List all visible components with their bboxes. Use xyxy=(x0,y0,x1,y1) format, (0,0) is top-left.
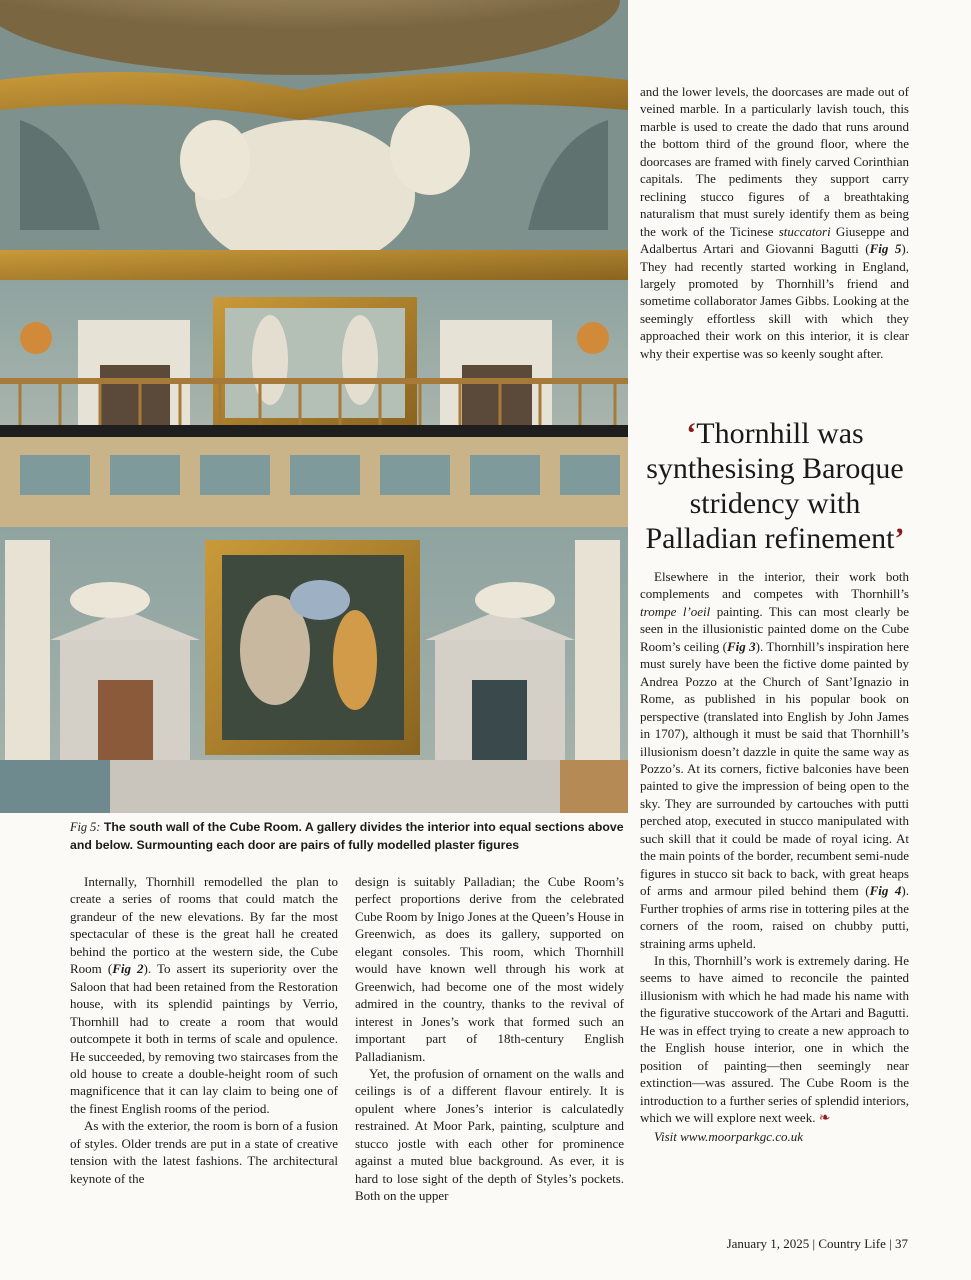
article-column-3-top xyxy=(640,83,909,362)
article-column-3-bottom xyxy=(640,568,909,1145)
pull-quote-text: Thornhill was synthesising Baroque stridency with Palladian refinement xyxy=(645,417,904,555)
paragraph: design is suitably Palladian; the Cube Room’s perfect proportions derive from the celebrated Cube Room by Inigo Jones at the Queen’s House in Greenwich, as does its gallery, supported on elegant consoles. This room, which Thornhill would have known well through his work at Greenwich, had become one of the most widely admired in the country, thanks to the revival of interest in Jones’s work that formed such an important part of 18th-century English Palladianism. xyxy=(355,874,624,1064)
article-column-1 xyxy=(70,873,338,1187)
fig-reference: Fig 3 xyxy=(726,638,756,654)
italic-term: trompe l’oeil xyxy=(640,603,711,619)
page-footer: January 1, 2025 | Country Life | 37 xyxy=(726,1236,908,1251)
figure-caption xyxy=(70,819,626,854)
paragraph: and the lower levels, the doorcases are made out of veined marble. In a particularly lavish touch, this marble is used to create the dado that runs around the bottom third of the ground floor, where the doorcases are framed with finely carved Corinthian capitals. The pediments they support carry reclining stucco figures of a breathtaking naturalism that must surely identify them as being the work of the Ticinese stuccatori Giuseppe and Adalbertus Artari and Giovanni Bagutti (Fig 5). They had recently started working in England, largely promoted by Thornhill’s friend and sometime collaborator James Gibbs. Looking at the seemingly effortless skill with which they approached their work on this interior, it is clear why their expertise was so keenly sought after. xyxy=(640,84,909,361)
fig-reference: Fig 4 xyxy=(869,883,902,899)
close-quote-mark: ’ xyxy=(894,522,905,555)
paragraph: Internally, Thornhill remodelled the plan to create a series of rooms that could match the grandeur of the new elevations. By far the most spectacular of these is the great hall he created behind the portico at the western side, the Cube Room (Fig 2). To assert its superiority over the Saloon that had been retained from the Restoration house, with its splendid paintings by Verrio, Thornhill had to create a room that would outcompete it both in terms of scale and opulence. He succeeded, by removing two staircases from the old house to create a double-height room of such magnificence that it can lay claim to being one of the finest English rooms of the period. xyxy=(70,874,338,1116)
paragraph: In this, Thornhill’s work is extremely daring. He seems to have aimed to reconcile the painted illusionism with which he had made his name with the figurative stuccowork of the Artari and Bagutti. He was in effect trying to create a new approach to the English house interior, one in which the position of painting—then seemingly near extinction—was assured. The Cube Room is the introduction to a further series of splendid interiors, which we will explore next week. ❧ xyxy=(640,952,909,1127)
pull-quote xyxy=(636,416,914,556)
open-quote-mark: ‘ xyxy=(686,417,697,450)
paragraph: As with the exterior, the room is born of a fusion of styles. Older trends are put in a state of creative tension with the latest fashions. The architectural keynote of the xyxy=(70,1118,339,1186)
caption-fig-label: Fig 5: xyxy=(70,820,101,834)
article-column-2 xyxy=(355,873,624,1205)
paragraph: Elsewhere in the interior, their work both complements and competes with Thornhill’s trompe l’oeil painting. This can most clearly be seen in the illusionistic painted dome on the Cube Room’s ceiling (Fig 3). Thornhill’s inspiration here must surely have been the fictive dome painted by Andrea Pozzo at the Church of Sant’Ignazio in Rome, as published in his popular book on perspective (translated into English by John James in 1707), although it must be said that Thornhill’s illusionism doesn’t dazzle in quite the same way as Pozzo’s. At its corners, fictive balconies have been painted to give the impression of being open to the sky. They are surrounded by cartouches with putti perched atop, executed in stucco manipulated with such skill that it could be made of royal icing. At the main points of the border, recumbent semi-nude figures in stucco sit back to back, with great heaps of arms and armour piled behind them (Fig 4). Further trophies of arms rise in tottering piles at the corners of the room, raised on chubby putti, straining arms upheld. xyxy=(640,569,909,951)
visit-link[interactable]: Visit www.moorparkgc.co.uk xyxy=(654,1128,804,1144)
end-mark-icon: ❧ xyxy=(818,1111,831,1127)
fig-reference: Fig 2 xyxy=(112,961,144,977)
fig-reference: Fig 5 xyxy=(869,241,902,257)
italic-term: stuccatori xyxy=(778,223,831,239)
paragraph: Yet, the profusion of ornament on the walls and ceilings is of a different flavour entirely. It is opulent where Jones’s interior is calculatedly restrained. At Moor Park, painting, sculpture and stucco jostle with each other for prominence against a muted blue background. As ever, it is hard to lose sight of the depth of Styles’s pockets. Both on the upper xyxy=(355,1065,624,1204)
caption-text: The south wall of the Cube Room. A gallery divides the interior into equal sections above and below. Surmounting each door are pairs of fully modelled plaster figures xyxy=(70,820,624,852)
cube-room-photo xyxy=(0,0,628,813)
